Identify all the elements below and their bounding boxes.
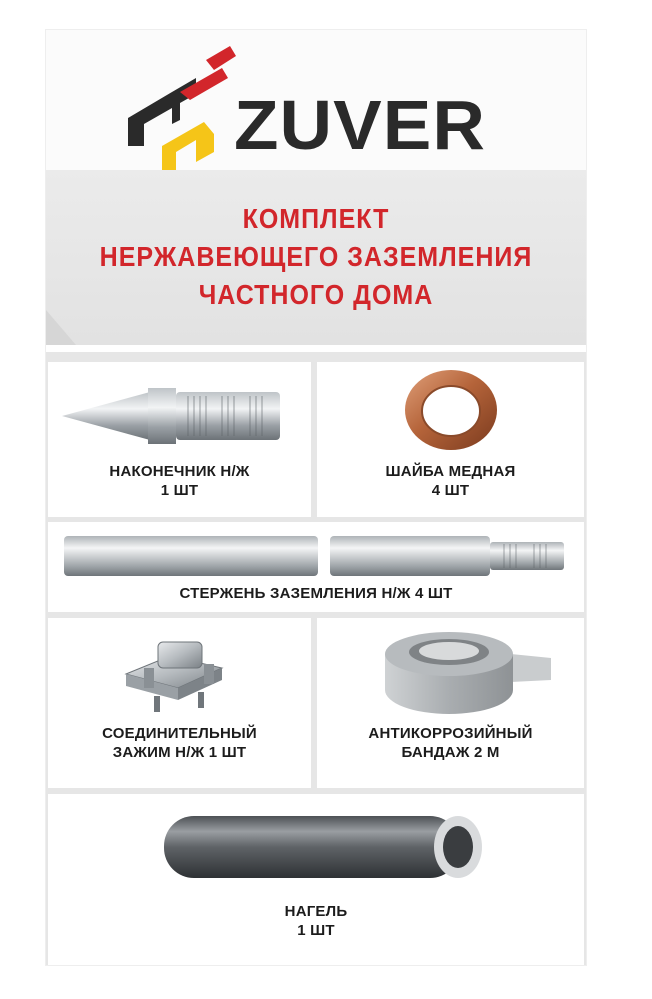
tape-roll-icon [383, 628, 551, 718]
item-sleeve-label [48, 902, 584, 940]
item-washer-name: ШАЙБА МЕДНАЯ [385, 463, 516, 480]
ground-rod-icon [64, 534, 572, 580]
item-tip-qty: 1 ШТ [160, 482, 199, 499]
copper-washer-icon [403, 368, 499, 452]
item-tip [48, 362, 311, 517]
page-title [46, 200, 586, 314]
zuver-logo-icon [118, 34, 248, 184]
clamp-icon [118, 634, 242, 716]
title-line-3: ЧАСТНОГО ДОМА [198, 279, 434, 311]
item-rod [48, 522, 584, 612]
item-rod-label: СТЕРЖЕНЬ ЗАЗЕМЛЕНИЯ Н/Ж 4 ШТ [179, 585, 453, 602]
item-tip-name: НАКОНЕЧНИК Н/Ж [109, 463, 250, 480]
product-card [46, 30, 586, 965]
item-sleeve-name: НАГЕЛЬ [284, 903, 348, 920]
brand-header [46, 30, 586, 170]
brand-name: ZUVER [234, 86, 486, 164]
item-tape-label [317, 724, 584, 762]
cone-tip-icon [62, 386, 288, 446]
item-clamp-qty: ЗАЖИМ Н/Ж 1 ШТ [112, 744, 247, 761]
item-sleeve [48, 794, 584, 965]
item-sleeve-qty: 1 ШТ [297, 922, 335, 939]
item-washer [317, 362, 584, 517]
item-clamp-label [48, 724, 311, 762]
pipe-sleeve-icon [156, 812, 486, 882]
title-line-1: КОМПЛЕКТ [242, 203, 390, 235]
components-grid [46, 352, 586, 965]
item-tape-name: АНТИКОРРОЗИЙНЫЙ [368, 725, 533, 742]
item-tape [317, 618, 584, 788]
item-washer-qty: 4 ШТ [431, 482, 470, 499]
title-line-2: НЕРЖАВЕЮЩЕГО ЗАЗЕМЛЕНИЯ [99, 241, 533, 273]
item-clamp [48, 618, 311, 788]
item-tip-label [48, 462, 311, 500]
item-washer-label [317, 462, 584, 500]
item-clamp-name: СОЕДИНИТЕЛЬНЫЙ [102, 725, 257, 742]
item-tape-qty: БАНДАЖ 2 М [401, 744, 500, 761]
